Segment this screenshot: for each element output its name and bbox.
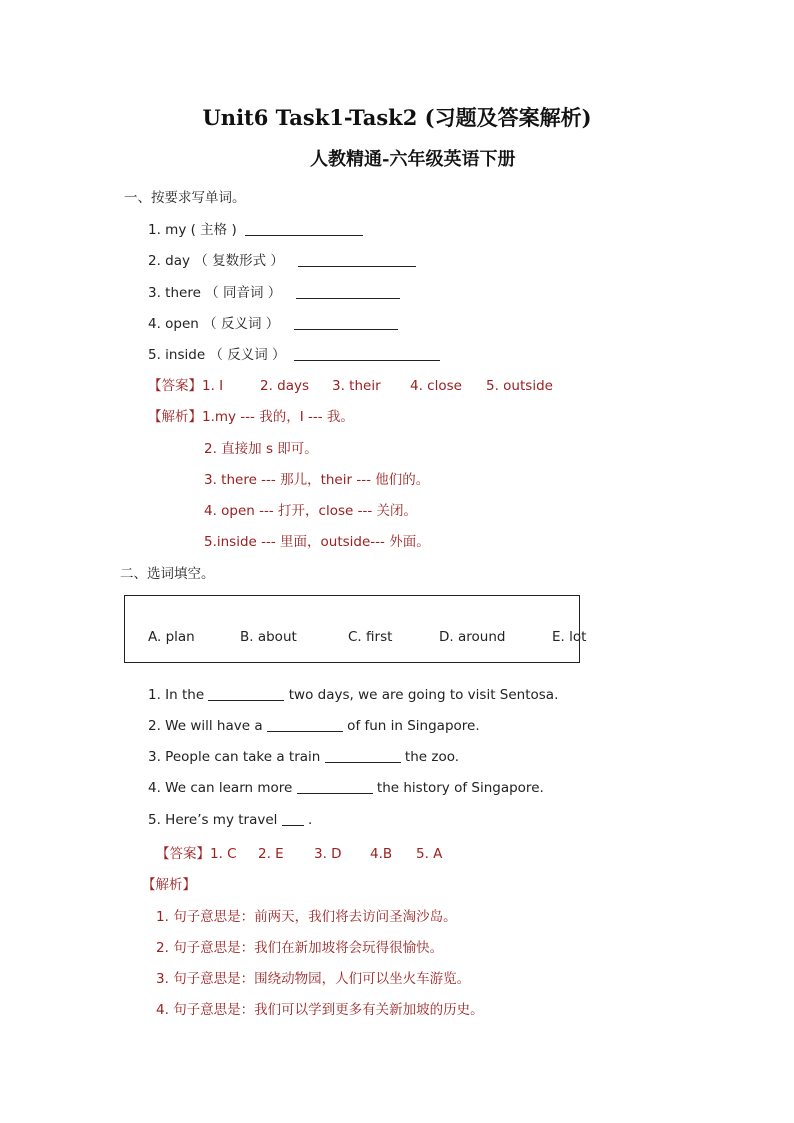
word-option-b: B. about xyxy=(240,629,297,645)
section1-item-2 xyxy=(148,249,416,269)
section2-analysis-1 xyxy=(156,905,457,925)
answer-4: 4.B xyxy=(370,846,393,862)
sentence-text: of fun in Singapore. xyxy=(342,718,480,734)
answer-2: 2. E xyxy=(258,846,284,862)
item-text: 2. day （ 复数形式 ） xyxy=(148,253,284,269)
analysis-number: 4. xyxy=(156,1002,169,1018)
section2-sentence-2 xyxy=(148,717,480,734)
section2-sentence-1 xyxy=(148,686,558,703)
section1-analysis-3: 3. there --- 那儿，their --- 他们的。 xyxy=(204,472,430,488)
sentence-text: the zoo. xyxy=(400,749,460,765)
sentence-text: two days, we are going to visit Sentosa. xyxy=(284,687,559,703)
fill-blank[interactable] xyxy=(282,811,304,826)
sentence-text: 2. We will have a xyxy=(148,718,267,734)
word-option-a: A. plan xyxy=(148,629,195,645)
answer-1: 1. C xyxy=(210,846,237,862)
answer-blank[interactable] xyxy=(294,346,440,361)
section2-sentence-5 xyxy=(148,811,312,828)
section2-sentence-3 xyxy=(148,748,459,765)
item-text: 4. open （ 反义词 ） xyxy=(148,316,280,332)
item-text: 3. there （ 同音词 ） xyxy=(148,285,282,301)
section2-heading: 二、选词填空。 xyxy=(120,566,215,582)
section1-analysis-4: 4. open --- 打开，close --- 关闭。 xyxy=(204,503,418,519)
answer-2: 2. days xyxy=(260,378,310,394)
fill-blank[interactable] xyxy=(208,686,284,701)
answer-blank[interactable] xyxy=(298,252,416,267)
word-option-e: E. lot xyxy=(552,629,587,645)
section2-analysis-3 xyxy=(156,967,470,987)
answer-3: 3. their xyxy=(332,378,381,394)
sentence-text: 3. People can take a train xyxy=(148,749,325,765)
section2-answers xyxy=(156,842,442,862)
word-option-d: D. around xyxy=(439,629,506,645)
analysis-text: 句子意思是：围绕动物园，人们可以坐火车游览。 xyxy=(173,971,471,987)
document-subtitle: 人教精通-六年级英语下册 xyxy=(310,149,516,170)
section1-item-3 xyxy=(148,281,400,301)
section1-item-4 xyxy=(148,312,398,332)
item-text: 1. my ( 主格 ) xyxy=(148,222,237,238)
section1-analysis-2: 2. 直接加 s 即可。 xyxy=(204,441,318,457)
analysis-text: 句子意思是：前两天，我们将去访问圣淘沙岛。 xyxy=(173,909,457,925)
section2-analysis-4 xyxy=(156,998,484,1018)
fill-blank[interactable] xyxy=(325,748,401,763)
analysis-label: 【解析】 xyxy=(148,409,202,425)
analysis-number: 3. xyxy=(156,971,169,987)
answer-1: 1. I xyxy=(202,378,224,394)
analysis-text: 1.my --- 我的，I --- 我。 xyxy=(202,409,354,425)
sentence-text: . xyxy=(303,812,313,828)
answer-3: 3. D xyxy=(314,846,342,862)
answer-blank[interactable] xyxy=(296,284,400,299)
section1-heading: 一、按要求写单词。 xyxy=(124,190,246,206)
sentence-text: the history of Singapore. xyxy=(372,780,544,796)
word-option-c: C. first xyxy=(348,629,393,645)
section1-analysis-5: 5.inside --- 里面，outside--- 外面。 xyxy=(204,534,430,550)
answer-5: 5. outside xyxy=(486,378,553,394)
analysis-text: 句子意思是：我们可以学到更多有关新加坡的历史。 xyxy=(173,1002,484,1018)
sentence-text: 5. Here’s my travel xyxy=(148,812,282,828)
answer-label: 【答案】 xyxy=(156,846,210,862)
section1-item-5 xyxy=(148,343,440,363)
fill-blank[interactable] xyxy=(297,779,373,794)
fill-blank[interactable] xyxy=(267,717,343,732)
answer-4: 4. close xyxy=(410,378,462,394)
analysis-text: 句子意思是：我们在新加坡将会玩得很愉快。 xyxy=(173,940,444,956)
sentence-text: 4. We can learn more xyxy=(148,780,297,796)
section2-analysis-label: 【解析】 xyxy=(142,877,196,893)
analysis-number: 1. xyxy=(156,909,169,925)
analysis-number: 2. xyxy=(156,940,169,956)
section2-sentence-4 xyxy=(148,779,544,796)
section1-analysis-1 xyxy=(148,405,354,425)
answer-label: 【答案】 xyxy=(148,378,202,394)
section1-item-1 xyxy=(148,218,363,238)
document-title: Unit6 Task1-Task2 (习题及答案解析) xyxy=(202,105,592,130)
answer-5: 5. A xyxy=(416,846,443,862)
item-text: 5. inside （ 反义词 ） xyxy=(148,347,286,363)
section2-analysis-2 xyxy=(156,936,443,956)
answer-blank[interactable] xyxy=(294,315,398,330)
sentence-text: 1. In the xyxy=(148,687,209,703)
answer-blank[interactable] xyxy=(245,221,363,236)
section1-answers xyxy=(148,374,553,394)
